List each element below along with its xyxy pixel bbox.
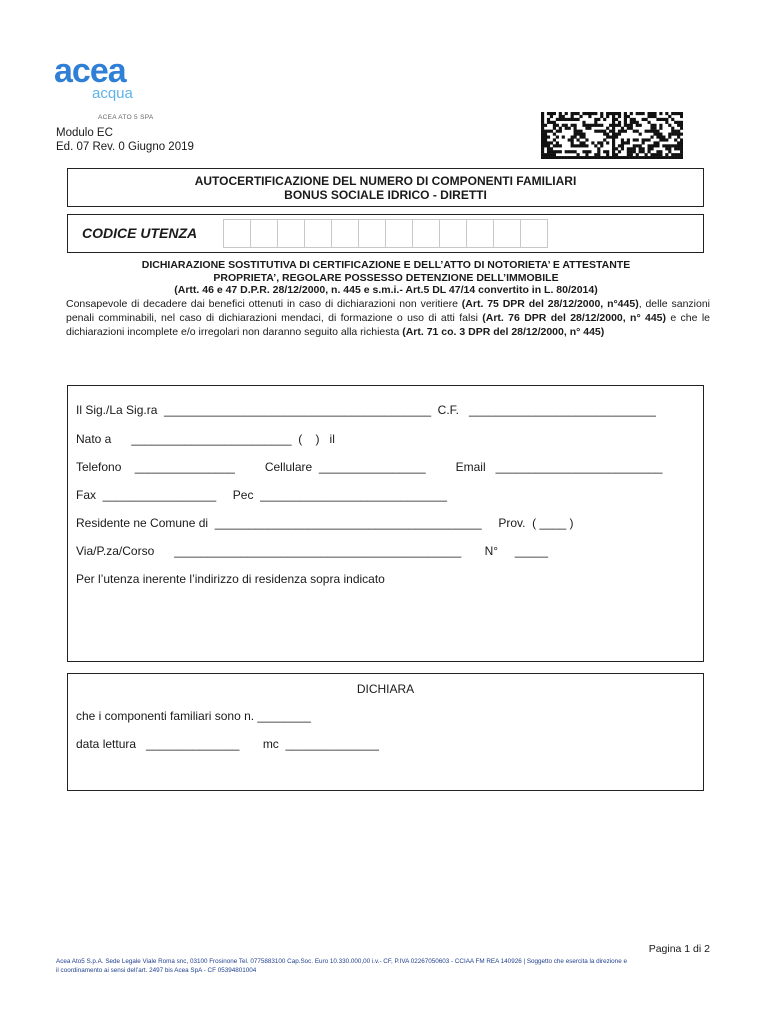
declaration-ref-75: (Art. 75 DPR del 28/12/2000, n°445) <box>461 298 639 310</box>
acea-logo-icon <box>52 52 162 112</box>
declaration-text-2: , delle sanzioni penali comminabili, nel caso di dichiarazioni mendaci, di formazione o uso di atti falsi <box>66 298 711 324</box>
page-number: Pagina 1 di 2 <box>648 943 710 955</box>
declaration-body <box>66 297 710 339</box>
codice-utenza-box <box>67 214 704 253</box>
codice-utenza-cell[interactable] <box>439 219 467 248</box>
declaration-text-1: Consapevole di decadere dai benefici ottenuti in caso di dichiarazioni non veritiere <box>66 298 462 310</box>
codice-utenza-cell[interactable] <box>250 219 278 248</box>
codice-utenza-cell[interactable] <box>331 219 359 248</box>
codice-utenza-cell[interactable] <box>412 219 440 248</box>
dichiara-title: DICHIARA <box>356 682 415 696</box>
codice-utenza-cell[interactable] <box>223 219 251 248</box>
name-cf-field[interactable]: Il Sig./La Sig.ra ________________________________________ C.F. ____________________________ <box>76 403 656 417</box>
codice-utenza-cells[interactable] <box>223 219 547 248</box>
declaration-text-3: e che le dichiarazioni incomplete e/o irregolari non daranno seguito alla richiesta <box>66 312 710 338</box>
residence-field[interactable]: Residente ne Comune di ________________________________________ Prov. ( ____ ) <box>76 516 574 530</box>
codice-utenza-cell[interactable] <box>304 219 332 248</box>
logo-caption: ACEA ATO 5 SPA <box>98 114 154 121</box>
footer-line-2: il coordinamento ai sensi dell’art. 2497 bis Acea SpA - CF 05394801004 <box>56 967 257 974</box>
footer-line-1: Acea Ato5 S.p.A. Sede Legale Viale Roma snc, 03100 Frosinone Tel. 0775883100 Cap.Soc. Euro 10.330.000,00 i.v.- CF, P.IVA 02267050603 - CCIAA FM REA 140926 | Soggetto che esercita la direzione e <box>56 958 627 965</box>
modulo-edition: Ed. 07 Rev. 0 Giugno 2019 <box>56 141 194 153</box>
title-line-1: AUTOCERTIFICAZIONE DEL NUMERO DI COMPONENTI FAMILIARI <box>194 174 577 188</box>
form-version <box>56 126 194 154</box>
declaration-heading <box>66 259 706 297</box>
dichiara-box <box>67 673 704 791</box>
company-footer <box>56 957 716 975</box>
personal-data-form <box>67 385 704 662</box>
codice-utenza-cell[interactable] <box>466 219 494 248</box>
acea-logo <box>52 52 162 122</box>
birth-field[interactable]: Nato a ________________________ ( ) il <box>76 432 335 446</box>
declaration-ref-71: (Art. 71 co. 3 DPR del 28/12/2000, n° 445) <box>402 326 605 338</box>
codice-utenza-cell[interactable] <box>277 219 305 248</box>
codice-utenza-cell[interactable] <box>493 219 521 248</box>
datamatrix-code <box>541 112 683 159</box>
declaration-heading-1: DICHIARAZIONE SOSTITUTIVA DI CERTIFICAZIONE E DELL’ATTO DI NOTORIETA’ E ATTESTANTE <box>141 259 631 271</box>
codice-utenza-cell[interactable] <box>385 219 413 248</box>
document-title <box>67 168 704 207</box>
codice-utenza-label: CODICE UTENZA <box>82 225 198 241</box>
declaration-ref-76: (Art. 76 DPR del 28/12/2000, n° 445) <box>482 312 667 324</box>
declaration-heading-2: PROPRIETA’, REGOLARE POSSESSO DETENZIONE DELL’IMMOBILE <box>213 271 559 284</box>
componenti-field[interactable]: che i componenti familiari sono n. ________ <box>76 709 311 723</box>
address-field[interactable]: Via/P.za/Corso ___________________________________________ N° _____ <box>76 544 549 558</box>
fax-pec-fields[interactable]: Fax _________________ Pec ____________________________ <box>76 488 448 502</box>
svg-text:acqua: acqua <box>92 85 133 102</box>
codice-utenza-cell[interactable] <box>520 219 548 248</box>
modulo-code: Modulo EC <box>56 127 113 139</box>
contact-fields[interactable]: Telefono _______________ Cellulare ________________ Email _________________________ <box>76 460 663 474</box>
title-line-2: BONUS SOCIALE IDRICO - DIRETTI <box>284 188 487 202</box>
svg-text:acea: acea <box>54 52 126 90</box>
lettura-field[interactable]: data lettura ______________ mc ______________ <box>76 737 379 751</box>
declaration-heading-3: (Artt. 46 e 47 D.P.R. 28/12/2000, n. 445 e s.m.i.- Art.5 DL 47/14 convertito in L. 80/2014) <box>174 284 598 296</box>
codice-utenza-cell[interactable] <box>358 219 386 248</box>
utenza-note: Per l’utenza inerente l’indirizzo di residenza sopra indicato <box>76 572 385 586</box>
